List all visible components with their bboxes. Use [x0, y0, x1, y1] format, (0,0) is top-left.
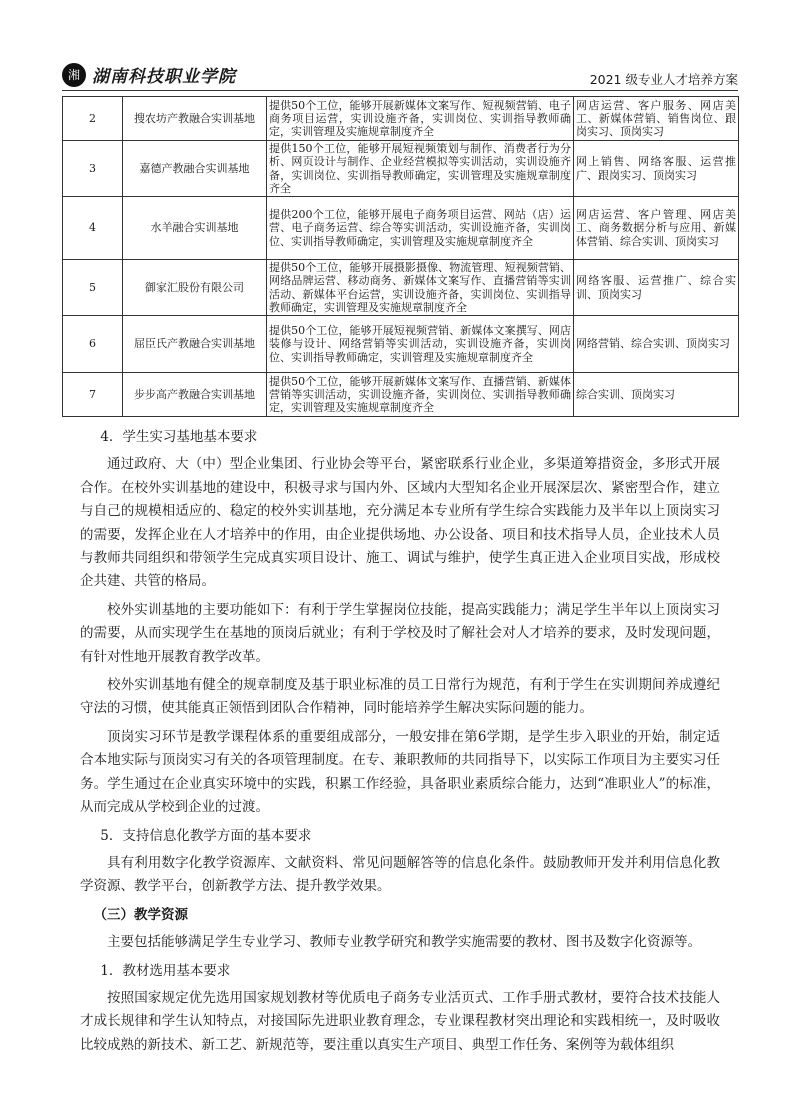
base-posts: 网店运营、客户管理、网店美工、商务数据分析与应用、新媒体营销、综合实训、顶岗实习	[574, 197, 739, 260]
row-number: 3	[63, 141, 123, 197]
paragraph: 按照国家规定优先选用国家规划教材等优质电子商务专业活页式、工作手册式教材，要符合技术技能人才成长规律和学生认知特点，对接国际先进职业教育理念，专业课程教材突出理论和实践相统一，及时吸收比较成熟的新技术、新工艺、新规范等，要注重以真实生产项目、典型工作任务、案例等为载体组织	[80, 989, 720, 1053]
paragraph: 校外实训基地有健全的规章制度及基于职业标准的员工日常行为规范，有利于学生在实训期间养成遵纪守法的习惯，使其能真正领悟到团队合作精神，同时能培养学生解决实际问题的能力。	[80, 677, 720, 717]
page-header	[62, 62, 738, 92]
base-conditions: 提供50个工位，能够开展短视频营销、新媒体文案撰写、网店装修与设计、网络营销等实训活动，实训设施齐备，实训岗位、实训指导教师确定，实训管理及实施规章制度齐全	[267, 316, 574, 373]
base-posts: 网店运营、客户服务、网店美工、新媒体营销、销售岗位、跟岗实习、顶岗实习	[574, 97, 739, 141]
base-posts: 网上销售、网络客服、运营推广、跟岗实习、顶岗实习	[574, 141, 739, 197]
base-conditions: 提供200个工位，能够开展电子商务项目运营、网站（店）运营、电子商务运营、综合等实训活动，实训设施齐备，实训岗位、实训指导教师确定，实训管理及实施规章制度齐全	[267, 197, 574, 260]
base-name: 水羊融合实训基地	[123, 197, 267, 260]
plan-title: 2021 级专业人才培养方案	[589, 72, 738, 87]
table-row	[63, 260, 739, 316]
base-conditions: 提供50个工位，能够开展摄影摄像、物流管理、短视频营销、网络品牌运营、移动商务、新媒体文案写作、直播营销等实训活动、新媒体平台运营，实训设施齐备，实训岗位、实训指导教师确定，实训管理及实施规章制度齐全	[267, 260, 574, 316]
table-row	[63, 197, 739, 260]
table-row	[63, 373, 739, 417]
body-text	[80, 426, 720, 1062]
school-seal-icon: 湘	[62, 63, 86, 87]
section-heading: 4．学生实习基地基本要求	[100, 429, 258, 445]
base-conditions: 提供50个工位，能够开展新媒体文案写作、直播营销、新媒体营销等实训活动，实训设施齐备，实训岗位、实训指导教师确定，实训管理及实施规章制度齐全	[267, 373, 574, 417]
table-row	[63, 141, 739, 197]
school-name: 湖南科技职业学院	[92, 67, 236, 87]
base-name: 屈臣氏产教融合实训基地	[123, 316, 267, 373]
section-heading: 1．教材选用基本要求	[100, 962, 231, 979]
base-conditions: 提供150个工位，能够开展短视频策划与制作、消费者行为分析、网页设计与制作、企业经营模拟等实训活动，实训设施齐备，实训岗位、实训指导教师确定，实训管理及实施规章制度齐全	[267, 141, 574, 197]
paragraph: 主要包括能够满足学生专业学习、教师专业教学研究和教学实施需要的教材、图书及数字化资源等。	[107, 934, 701, 951]
header-divider	[62, 90, 738, 91]
base-posts: 网络营销、综合实训、顶岗实习	[574, 316, 739, 373]
base-name: 搜农坊产教融合实训基地	[123, 97, 267, 141]
training-base-table	[62, 96, 739, 417]
section-heading: 5．支持信息化教学方面的基本要求	[100, 827, 312, 844]
base-posts: 网络客服、运营推广、综合实训、顶岗实习	[574, 260, 739, 316]
base-name: 御家汇股份有限公司	[123, 260, 267, 316]
row-number: 2	[63, 97, 123, 141]
row-number: 7	[63, 373, 123, 417]
paragraph: 顶岗实习环节是教学课程体系的重要组成部分，一般安排在第6学期，是学生步入职业的开始，制定适合本地实际与顶岗实习有关的各项管理制度。在专、兼职教师的共同指导下，以实际工作项目为主要实习任务。学生通过在企业真实环境中的实践，积累工作经验，具备职业素质综合能力，达到“准职业人”的标准，从而完成从学校到企业的过渡。	[80, 728, 720, 816]
chapter-heading: （三）教学资源	[93, 906, 188, 923]
base-conditions: 提供50个工位，能够开展新媒体文案写作、短视频营销、电子商务项目运营，实训设施齐备，实训岗位、实训指导教师确定，实训管理及实施规章制度齐全	[267, 97, 574, 141]
table-row	[63, 97, 739, 141]
row-number: 4	[63, 197, 123, 260]
paragraph: 校外实训基地的主要功能如下：有利于学生掌握岗位技能，提高实践能力；满足学生半年以上顶岗实习的需要，从而实现学生在基地的顶岗后就业；有利于学校及时了解社会对人才培养的要求，及时发现问题，有针对性地开展教育教学改革。	[80, 601, 720, 665]
table-row	[63, 316, 739, 373]
paragraph: 具有利用数字化教学资源库、文献资料、常见问题解答等的信息化条件。鼓励教师开发并利用信息化教学资源、教学平台，创新教学方法、提升教学效果。	[80, 854, 720, 895]
row-number: 5	[63, 260, 123, 316]
school-logo	[62, 62, 236, 87]
paragraph: 通过政府、大（中）型企业集团、行业协会等平台，紧密联系行业企业，多渠道筹措资金，多形式开展合作。在校外实训基地的建设中，积极寻求与国内外、区域内大型知名企业开展深层次、紧密型合作，建立与自己的规模相适应的、稳定的校外实训基地，充分满足本专业所有学生综合实践能力及半年以上顶岗实习的需要，发挥企业在人才培养中的作用，由企业提供场地、办公设备、项目和技术指导人员，企业技术人员与教师共同组织和带领学生完成真实项目设计、施工、调试与维护，使学生真正进入企业项目实战，形成校企共建、共管的格局。	[80, 456, 720, 590]
base-name: 嘉德产教融合实训基地	[123, 141, 267, 197]
base-posts: 综合实训、顶岗实习	[574, 373, 739, 417]
base-name: 步步高产教融合实训基地	[123, 373, 267, 417]
row-number: 6	[63, 316, 123, 373]
